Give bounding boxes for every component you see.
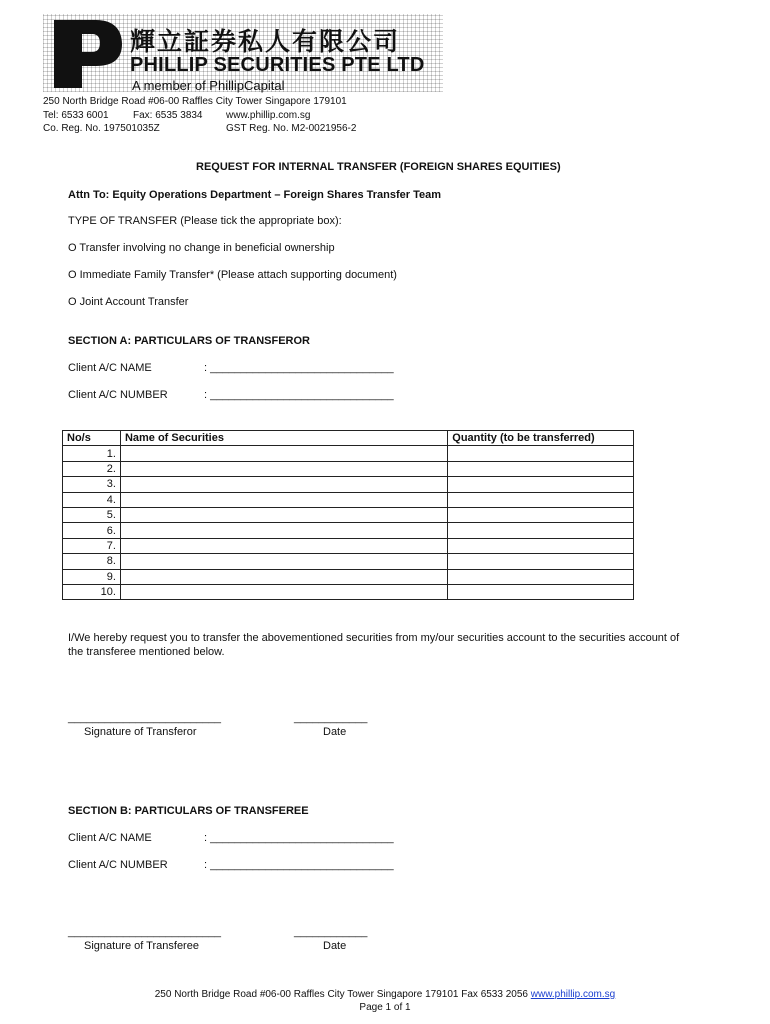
table-row bbox=[63, 569, 634, 584]
table-row bbox=[63, 523, 634, 538]
quantity-cell[interactable] bbox=[448, 492, 634, 507]
header-securities: Name of Securities bbox=[120, 431, 447, 446]
quantity-cell[interactable] bbox=[448, 538, 634, 553]
row-number: 3. bbox=[63, 477, 121, 492]
table-row bbox=[63, 461, 634, 476]
header-no: No/s bbox=[63, 431, 121, 446]
transferor-name-field[interactable]: : ______________________________ bbox=[204, 362, 394, 374]
securities-cell[interactable] bbox=[120, 492, 447, 507]
table-row bbox=[63, 446, 634, 461]
table-row bbox=[63, 477, 634, 492]
option-joint-account[interactable]: O Joint Account Transfer bbox=[68, 296, 189, 308]
company-name: PHILLIP SECURITIES PTE LTD bbox=[130, 54, 425, 76]
table-row bbox=[63, 507, 634, 522]
row-number: 10. bbox=[63, 584, 121, 599]
table-row bbox=[63, 538, 634, 553]
transferee-name-field[interactable]: : ______________________________ bbox=[204, 832, 394, 844]
letterhead-gst-reg: GST Reg. No. M2-0021956-2 bbox=[226, 123, 357, 134]
transferee-signature-line[interactable]: _________________________ bbox=[68, 926, 221, 938]
letterhead-web: www.phillip.com.sg bbox=[226, 110, 311, 121]
section-a-heading: SECTION A: PARTICULARS OF TRANSFEROR bbox=[68, 335, 310, 347]
row-number: 5. bbox=[63, 507, 121, 522]
transferor-signature-label: Signature of Transferor bbox=[84, 726, 197, 738]
transferee-number-field[interactable]: : ______________________________ bbox=[204, 859, 394, 871]
securities-cell[interactable] bbox=[120, 446, 447, 461]
row-number: 2. bbox=[63, 461, 121, 476]
table-header-row bbox=[63, 431, 634, 446]
footer-address: 250 North Bridge Road #06-00 Raffles City Tower Singapore 179101 Fax 6533 2056 bbox=[154, 989, 528, 1000]
transferor-signature-line[interactable]: _________________________ bbox=[68, 712, 221, 724]
transferor-name-label: Client A/C NAME bbox=[68, 362, 152, 374]
securities-cell[interactable] bbox=[120, 584, 447, 599]
transferor-number-field[interactable]: : ______________________________ bbox=[204, 389, 394, 401]
form-title: REQUEST FOR INTERNAL TRANSFER (FOREIGN SHARES EQUITIES) bbox=[196, 161, 561, 173]
quantity-cell[interactable] bbox=[448, 507, 634, 522]
securities-table bbox=[62, 430, 634, 600]
securities-cell[interactable] bbox=[120, 507, 447, 522]
letterhead-fax: Fax: 6535 3834 bbox=[133, 110, 203, 121]
row-number: 1. bbox=[63, 446, 121, 461]
table-row bbox=[63, 492, 634, 507]
row-number: 9. bbox=[63, 569, 121, 584]
letterhead-tel: Tel: 6533 6001 bbox=[43, 110, 109, 121]
footer-website-link[interactable]: www.phillip.com.sg bbox=[530, 989, 616, 1000]
transferee-date-label: Date bbox=[323, 940, 347, 952]
letterhead-co-reg: Co. Reg. No. 197501035Z bbox=[43, 123, 160, 134]
quantity-cell[interactable] bbox=[448, 584, 634, 599]
securities-cell[interactable] bbox=[120, 477, 447, 492]
quantity-cell[interactable] bbox=[448, 477, 634, 492]
quantity-cell[interactable] bbox=[448, 554, 634, 569]
option-immediate-family[interactable]: O Immediate Family Transfer* (Please attach supporting document) bbox=[68, 269, 397, 281]
table-row bbox=[63, 554, 634, 569]
row-number: 6. bbox=[63, 523, 121, 538]
row-number: 4. bbox=[63, 492, 121, 507]
declaration-line-1: I/We hereby request you to transfer the abovementioned securities from my/our securities account to the securities account of bbox=[68, 632, 680, 644]
quantity-cell[interactable] bbox=[448, 461, 634, 476]
securities-cell[interactable] bbox=[120, 569, 447, 584]
transferor-date-label: Date bbox=[323, 726, 347, 738]
quantity-cell[interactable] bbox=[448, 446, 634, 461]
transferee-name-label: Client A/C NAME bbox=[68, 832, 152, 844]
option-no-change-ownership[interactable]: O Transfer involving no change in beneficial ownership bbox=[68, 242, 335, 254]
transferee-number-label: Client A/C NUMBER bbox=[68, 859, 168, 871]
securities-cell[interactable] bbox=[120, 523, 447, 538]
attn-line: Attn To: Equity Operations Department – Foreign Shares Transfer Team bbox=[68, 189, 442, 201]
phillip-logo-icon bbox=[52, 18, 124, 90]
member-line: A member of PhillipCapital bbox=[132, 78, 285, 93]
row-number: 8. bbox=[63, 554, 121, 569]
securities-cell[interactable] bbox=[120, 554, 447, 569]
securities-cell[interactable] bbox=[120, 538, 447, 553]
section-b-heading: SECTION B: PARTICULARS OF TRANSFEREE bbox=[68, 805, 309, 817]
table-row bbox=[63, 584, 634, 599]
footer-address-line bbox=[0, 989, 770, 1000]
company-chinese-name: 輝立証券私人有限公司 bbox=[130, 27, 401, 56]
transferee-date-line[interactable]: ____________ bbox=[294, 926, 368, 938]
declaration-line-2: the transferee mentioned below. bbox=[68, 646, 225, 658]
letterhead-address: 250 North Bridge Road #06-00 Raffles City Tower Singapore 179101 bbox=[43, 96, 347, 107]
row-number: 7. bbox=[63, 538, 121, 553]
quantity-cell[interactable] bbox=[448, 569, 634, 584]
transferee-signature-label: Signature of Transferee bbox=[84, 940, 199, 952]
transferor-number-label: Client A/C NUMBER bbox=[68, 389, 168, 401]
header-quantity: Quantity (to be transferred) bbox=[448, 431, 634, 446]
page-number: Page 1 of 1 bbox=[359, 1002, 411, 1013]
transfer-type-heading: TYPE OF TRANSFER (Please tick the appropriate box): bbox=[68, 215, 342, 227]
securities-cell[interactable] bbox=[120, 461, 447, 476]
quantity-cell[interactable] bbox=[448, 523, 634, 538]
transferor-date-line[interactable]: ____________ bbox=[294, 712, 368, 724]
